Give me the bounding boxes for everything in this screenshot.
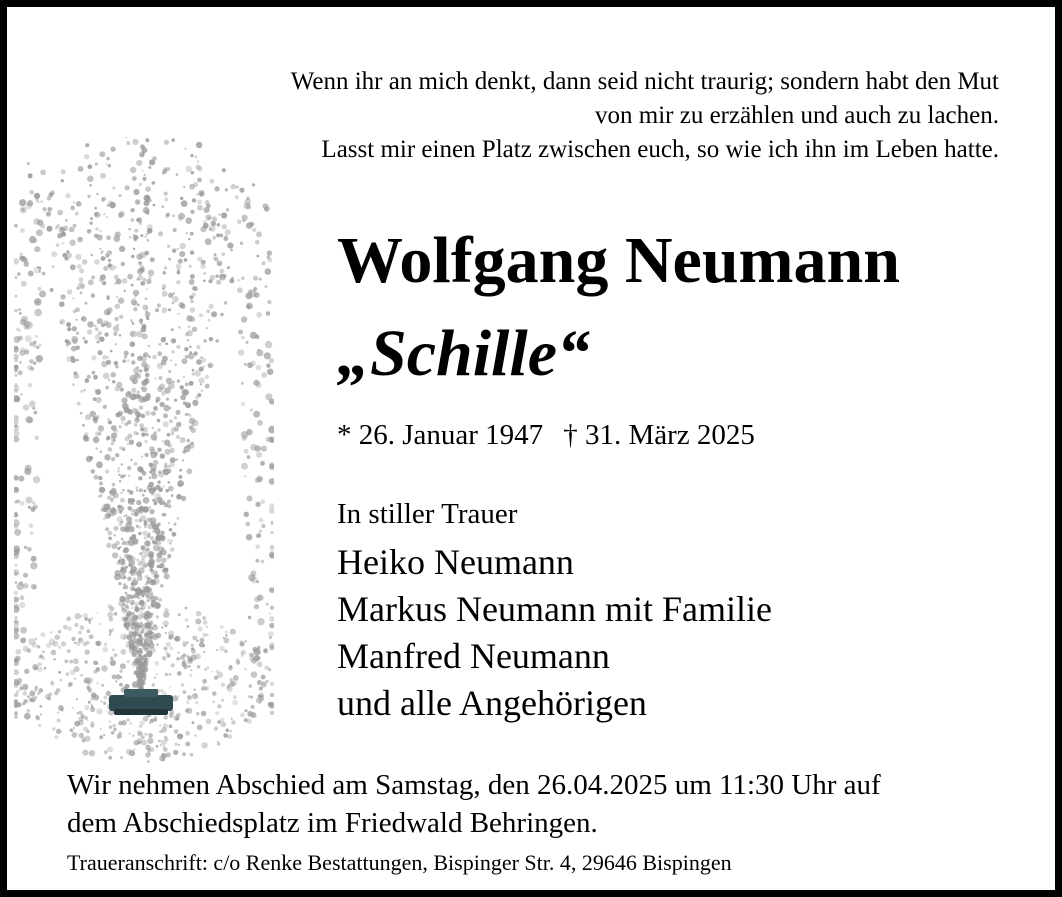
mourning-intro: In stiller Trauer xyxy=(337,498,518,530)
death-date: † 31. März 2025 xyxy=(563,419,755,451)
farewell-line: dem Abschiedsplatz im Friedwald Behringen. xyxy=(67,807,598,839)
fountain-illustration xyxy=(14,137,274,777)
quote-line: von mir zu erzählen und auch zu lachen. xyxy=(595,102,999,129)
quote-line: Lasst mir einen Platz zwischen euch, so wie ich ihn im Leben hatte. xyxy=(321,136,999,163)
life-dates xyxy=(337,415,755,455)
quote-line: Wenn ihr an mich denkt, dann seid nicht traurig; sondern habt den Mut xyxy=(290,68,999,95)
birth-date: * 26. Januar 1947 xyxy=(337,419,544,451)
mourner-name: Heiko Neumann xyxy=(337,542,574,582)
farewell-line: Wir nehmen Abschied am Samstag, den 26.04.2025 um 11:30 Uhr auf xyxy=(67,769,881,801)
mourners-list xyxy=(337,539,772,727)
mourning-address: Traueranschrift: c/o Renke Bestattungen, Bispinger Str. 4, 29646 Bispingen xyxy=(67,850,732,875)
deceased-nickname: „Schille“ xyxy=(337,317,591,390)
deceased-name: Wolfgang Neumann xyxy=(337,224,900,297)
mourner-name: Manfred Neumann xyxy=(337,636,610,676)
mourner-name: und alle Angehörigen xyxy=(337,683,647,723)
farewell-announcement xyxy=(67,766,881,842)
memorial-quote xyxy=(291,65,999,167)
mourner-name: Markus Neumann mit Familie xyxy=(337,589,772,629)
